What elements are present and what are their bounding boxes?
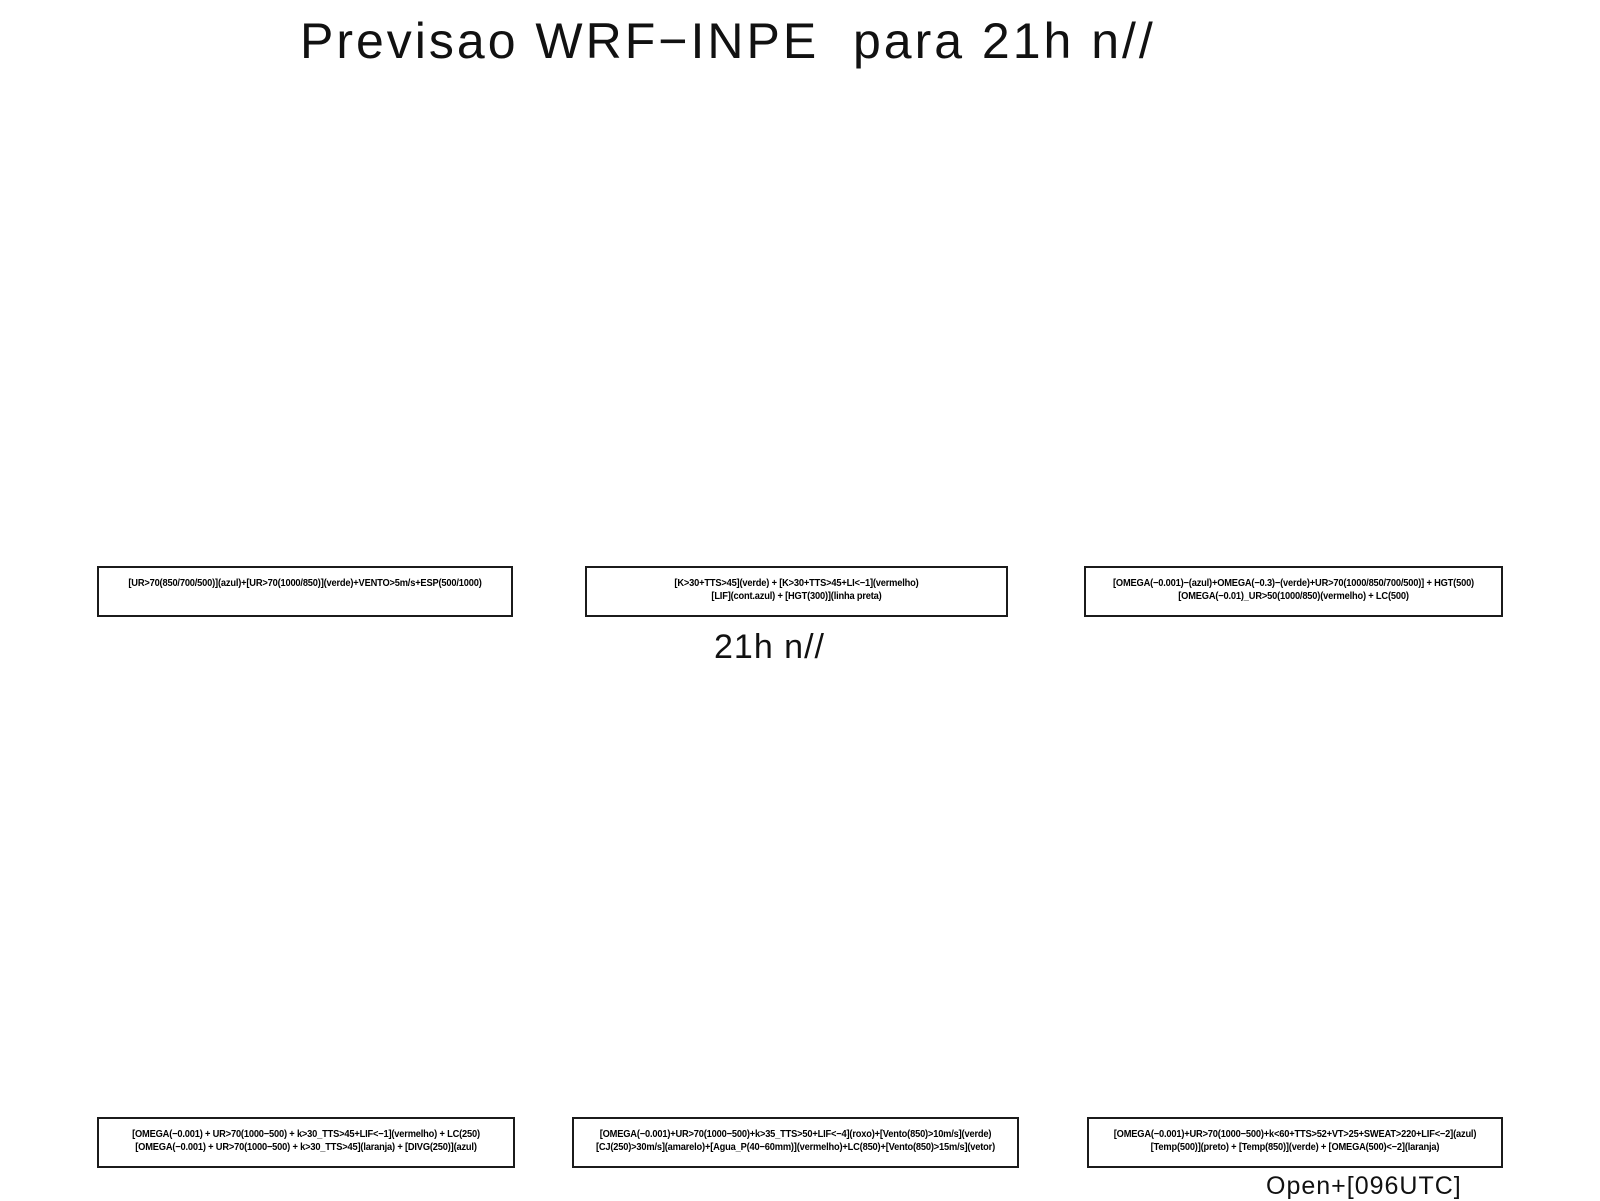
legend-line: [CJ(250)>30m/s](amarelo)+[Agua_P(40−60mm)](vermelho)+LC(850)+[Vento(850)>15m/s](vetor) (595, 1142, 996, 1153)
legend-line: [UR>70(850/700/500)](azul)+[UR>70(1000/850)](verde)+VENTO>5m/s+ESP(500/1000) (128, 578, 482, 589)
legend-line: [Temp(500)](preto) + [Temp(850)](verde) + [OMEGA(500)<−2](laranja) (1150, 1142, 1440, 1153)
page-title: Previsao WRF−INPE para 21h n// (300, 13, 1156, 69)
legend-line: [OMEGA(−0.001)+UR>70(1000−500)+k<60+TTS>52+VT>25+SWEAT>220+LIF<−2](azul) (1113, 1129, 1477, 1140)
legend-box-bottom-right (1087, 1117, 1503, 1168)
cycle-utc-label: Open+[096UTC] (1266, 1172, 1462, 1200)
legend-box-bottom-center (572, 1117, 1019, 1168)
legend-line: [OMEGA(−0.01)_UR>50(1000/850)(vermelho) + LC(500) (1178, 591, 1409, 602)
forecast-hour-label: 21h n// (714, 628, 825, 666)
legend-box-top-left (97, 566, 513, 617)
legend-line: [OMEGA(−0.001)+UR>70(1000−500)+k>35_TTS>50+LIF<−4](roxo)+[Vento(850)>10m/s](verde) (599, 1129, 992, 1140)
legend-box-top-right (1084, 566, 1503, 617)
legend-line: [OMEGA(−0.001)−(azul)+OMEGA(−0.3)−(verde)+UR>70(1000/850/700/500)] + HGT(500) (1113, 578, 1474, 589)
legend-line: [OMEGA(−0.001) + UR>70(1000−500) + k>30_TTS>45+LIF<−1](vermelho) + LC(250) (132, 1129, 480, 1140)
legend-line: [LIF](cont.azul) + [HGT(300)](linha preta) (711, 591, 882, 602)
legend-line: [OMEGA(−0.001) + UR>70(1000−500) + k>30_TTS>45](laranja) + [DIVG(250)](azul) (135, 1142, 477, 1153)
legend-line: [K>30+TTS>45](verde) + [K>30+TTS>45+LI<−1](vermelho) (674, 578, 919, 589)
legend-box-bottom-left (97, 1117, 515, 1168)
legend-box-top-center (585, 566, 1008, 617)
